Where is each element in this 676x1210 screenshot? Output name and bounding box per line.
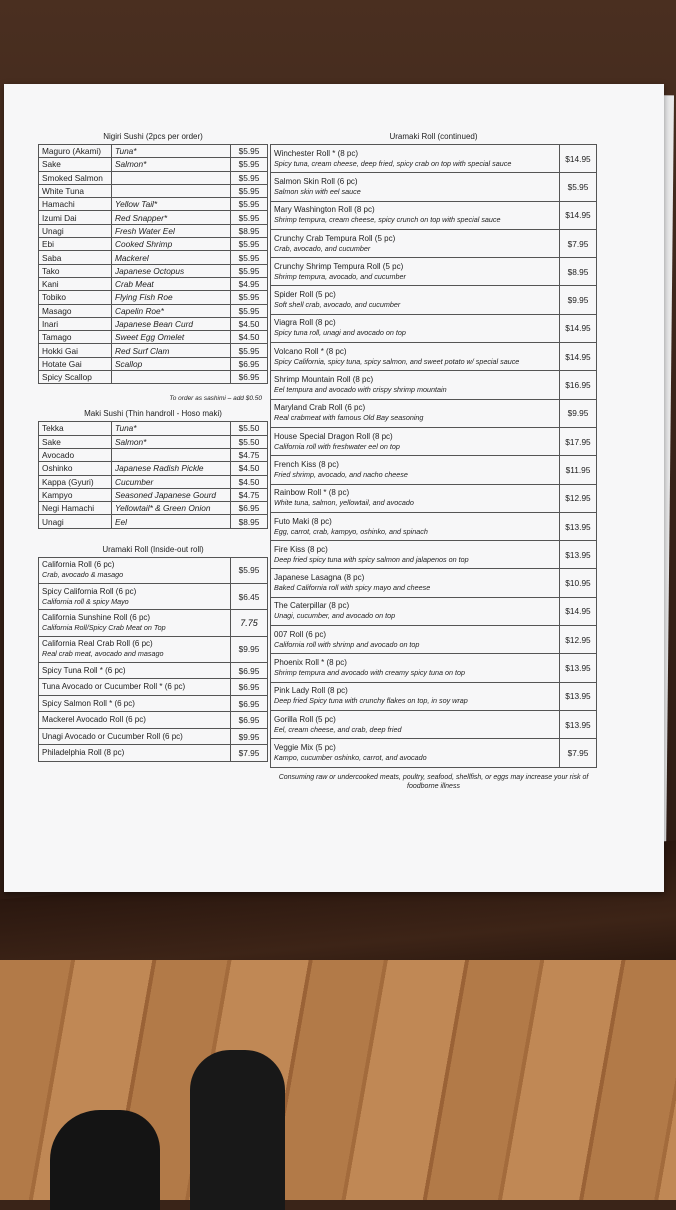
menu-row: [39, 238, 268, 251]
menu-row: [39, 344, 268, 357]
roll-name: Crunchy Crab Tempura Roll (5 pc): [274, 233, 396, 243]
menu-row: [39, 304, 268, 317]
roll-info: [271, 286, 560, 314]
roll-info: [271, 710, 560, 738]
item-english: [112, 184, 231, 197]
food-safety-note: Consuming raw or undercooked meats, poultry, seafood, shellfish, or eggs may increase your risk of foodborne illness: [278, 773, 589, 790]
menu-row: [39, 331, 268, 344]
roll-description: Spicy tuna, cream cheese, deep fried, spicy crab on top with special sauce: [274, 158, 512, 168]
roll-price: $5.95: [231, 557, 268, 583]
item-english: Eel: [112, 515, 231, 528]
roll-row: [271, 314, 597, 342]
roll-price: $7.95: [560, 739, 597, 767]
roll-row: [39, 636, 268, 662]
roll-row: [39, 679, 268, 696]
roll-price: $9.95: [560, 286, 597, 314]
item-english: Yellow Tail*: [112, 198, 231, 211]
roll-description: California roll with shrimp and avocado on top: [274, 639, 420, 649]
item-price: $4.75: [231, 488, 268, 501]
roll-description: Soft shell crab, avocado, and cucumber: [274, 300, 401, 310]
roll-description: Deep fried Spicy tuna with crunchy flakes on top, in soy wrap: [274, 696, 468, 706]
roll-price: $13.95: [560, 710, 597, 738]
roll-name: Spicy Salmon Roll * (6 pc): [42, 698, 135, 708]
roll-price: $6.95: [231, 712, 268, 729]
roll-info: [271, 258, 560, 286]
item-price: $4.50: [231, 462, 268, 475]
roll-name: Viagra Roll (8 pc): [274, 318, 336, 328]
roll-name: Japanese Lasagna (8 pc): [274, 573, 365, 583]
item-price: $5.95: [231, 158, 268, 171]
roll-row: [39, 728, 268, 745]
roll-row: [271, 343, 597, 371]
roll-price: $12.95: [560, 626, 597, 654]
roll-price: 7.75: [231, 610, 268, 636]
roll-info: [271, 371, 560, 399]
roll-price: $7.95: [560, 229, 597, 257]
menu-row: [39, 317, 268, 330]
roll-price: $11.95: [560, 456, 597, 484]
item-english: Japanese Radish Pickle: [112, 462, 231, 475]
item-name: Smoked Salmon: [39, 171, 112, 184]
roll-price: $7.95: [231, 745, 268, 762]
roll-price: $9.95: [560, 399, 597, 427]
item-english: Tuna*: [112, 422, 231, 435]
roll-price: $14.95: [560, 343, 597, 371]
item-name: Oshinko: [39, 462, 112, 475]
roll-description: Unagi, cucumber, and avocado on top: [274, 611, 396, 621]
roll-row: [271, 145, 597, 173]
item-price: $5.50: [231, 422, 268, 435]
roll-description: Shrimp tempura, avocado, and cucumber: [274, 271, 406, 281]
shoe-left: [50, 1110, 160, 1210]
roll-row: [39, 610, 268, 636]
roll-row: [271, 201, 597, 229]
uramaki-left-table: [38, 557, 268, 762]
roll-row: [271, 456, 597, 484]
roll-row: [271, 286, 597, 314]
menu-row: [39, 448, 268, 461]
roll-price: $12.95: [560, 484, 597, 512]
roll-info: [271, 682, 560, 710]
roll-description: Eel tempura and avocado with crispy shrimp mountain: [274, 385, 447, 395]
item-english: Capelin Roe*: [112, 304, 231, 317]
roll-row: [271, 710, 597, 738]
roll-name: Pink Lady Roll (8 pc): [274, 686, 348, 696]
item-name: Tako: [39, 264, 112, 277]
roll-info: [39, 679, 231, 696]
roll-description: Crab, avocado & masago: [42, 570, 124, 580]
roll-info: [39, 712, 231, 729]
roll-price: $13.95: [560, 654, 597, 682]
item-english: Salmon*: [112, 158, 231, 171]
roll-name: Tuna Avocado or Cucumber Roll * (6 pc): [42, 682, 186, 692]
item-price: $5.50: [231, 435, 268, 448]
item-english: Japanese Bean Curd: [112, 317, 231, 330]
roll-row: [271, 512, 597, 540]
item-price: $5.95: [231, 211, 268, 224]
roll-name: House Special Dragon Roll (8 pc): [274, 431, 393, 441]
item-price: $5.95: [231, 145, 268, 158]
roll-name: Gorilla Roll (5 pc): [274, 714, 336, 724]
menu-row: [39, 264, 268, 277]
item-price: $4.95: [231, 277, 268, 290]
roll-description: Spicy tuna roll, unagi and avocado on top: [274, 328, 406, 338]
roll-name: Spider Roll (5 pc): [274, 290, 336, 300]
roll-description: Fried shrimp, avocado, and nacho cheese: [274, 469, 408, 479]
roll-row: [39, 557, 268, 583]
item-name: Inari: [39, 317, 112, 330]
roll-price: $14.95: [560, 314, 597, 342]
roll-description: Real crab meat, avocado and masago: [42, 649, 164, 659]
item-name: Kappa (Gyuri): [39, 475, 112, 488]
roll-description: Shrimp tempura, cream cheese, spicy crunch on top with special sauce: [274, 215, 501, 225]
roll-row: [271, 739, 597, 767]
roll-row: [271, 258, 597, 286]
menu-row: [39, 145, 268, 158]
roll-price: $8.95: [560, 258, 597, 286]
item-english: Flying Fish Roe: [112, 291, 231, 304]
menu-row: [39, 184, 268, 197]
roll-price: $6.95: [231, 695, 268, 712]
roll-row: [39, 584, 268, 610]
roll-description: Shrimp tempura and avocado with creamy spicy tuna on top: [274, 667, 465, 677]
maki-title: Maki Sushi (Thin handroll - Hoso maki): [84, 409, 222, 419]
roll-name: Volcano Roll * (8 pc): [274, 346, 347, 356]
item-price: $5.95: [231, 251, 268, 264]
item-english: Sweet Egg Omelet: [112, 331, 231, 344]
menu-row: [39, 277, 268, 290]
roll-info: [39, 584, 231, 610]
roll-name: Mackerel Avocado Roll (6 pc): [42, 715, 146, 725]
item-english: Cucumber: [112, 475, 231, 488]
item-name: Avocado: [39, 448, 112, 461]
roll-row: [39, 695, 268, 712]
item-name: Saba: [39, 251, 112, 264]
roll-row: [271, 682, 597, 710]
roll-info: [271, 569, 560, 597]
roll-price: $13.95: [560, 512, 597, 540]
item-price: $5.95: [231, 238, 268, 251]
item-price: $5.95: [231, 344, 268, 357]
item-english: [112, 448, 231, 461]
roll-row: [271, 626, 597, 654]
item-name: Sake: [39, 158, 112, 171]
uramaki-right-table: [270, 144, 597, 768]
item-price: $6.95: [231, 371, 268, 384]
menu-sheet: [4, 84, 664, 892]
roll-info: [39, 636, 231, 662]
roll-name: Fire Kiss (8 pc): [274, 544, 328, 554]
menu-row: [39, 291, 268, 304]
roll-info: [39, 695, 231, 712]
roll-description: California roll with freshwater eel on top: [274, 441, 400, 451]
roll-info: [271, 399, 560, 427]
roll-info: [271, 173, 560, 201]
item-name: White Tuna: [39, 184, 112, 197]
roll-description: Spicy California, spicy tuna, spicy salmon, and sweet potato w/ special sauce: [274, 356, 520, 366]
roll-info: [39, 728, 231, 745]
roll-info: [271, 654, 560, 682]
roll-price: $16.95: [560, 371, 597, 399]
item-name: Unagi: [39, 515, 112, 528]
item-price: $8.95: [231, 515, 268, 528]
roll-price: $17.95: [560, 427, 597, 455]
roll-name: Spicy Tuna Roll * (6 pc): [42, 665, 126, 675]
roll-info: [271, 145, 560, 173]
item-name: Kani: [39, 277, 112, 290]
item-name: Tobiko: [39, 291, 112, 304]
roll-name: California Roll (6 pc): [42, 560, 115, 570]
item-price: $5.95: [231, 184, 268, 197]
roll-row: [39, 745, 268, 762]
roll-price: $14.95: [560, 597, 597, 625]
nigiri-table: [38, 144, 268, 384]
menu-row: [39, 357, 268, 370]
item-english: Fresh Water Eel: [112, 224, 231, 237]
roll-price: $6.95: [231, 679, 268, 696]
item-name: Unagi: [39, 224, 112, 237]
item-price: $4.50: [231, 331, 268, 344]
roll-description: Kampo, cucumber oshinko, carrot, and avocado: [274, 752, 427, 762]
roll-info: [271, 512, 560, 540]
item-english: [112, 171, 231, 184]
roll-price: $9.95: [231, 728, 268, 745]
left-column: [38, 130, 268, 762]
menu-row: [39, 198, 268, 211]
roll-description: Eel, cream cheese, and crab, deep fried: [274, 724, 402, 734]
roll-price: $14.95: [560, 145, 597, 173]
item-english: Red Surf Clam: [112, 344, 231, 357]
roll-name: Mary Washington Roll (8 pc): [274, 205, 375, 215]
roll-info: [271, 201, 560, 229]
roll-description: Crab, avocado, and cucumber: [274, 243, 371, 253]
roll-info: [39, 745, 231, 762]
roll-row: [39, 662, 268, 679]
roll-row: [271, 427, 597, 455]
item-name: Tekka: [39, 422, 112, 435]
roll-row: [271, 569, 597, 597]
roll-price: $13.95: [560, 541, 597, 569]
roll-description: California roll & spicy Mayo: [42, 596, 129, 606]
roll-name: French Kiss (8 pc): [274, 459, 339, 469]
roll-name: California Sunshine Roll (6 pc): [42, 612, 151, 622]
item-name: Masago: [39, 304, 112, 317]
roll-name: Unagi Avocado or Cucumber Roll (6 pc): [42, 731, 183, 741]
menu-row: [39, 435, 268, 448]
menu-row: [39, 515, 268, 528]
roll-name: 007 Roll (6 pc): [274, 629, 327, 639]
item-name: Maguro (Akami): [39, 145, 112, 158]
roll-description: White tuna, salmon, yellowtail, and avocado: [274, 498, 414, 508]
roll-name: California Real Crab Roll (6 pc): [42, 639, 153, 649]
item-price: $6.95: [231, 357, 268, 370]
roll-name: Veggie Mix (5 pc): [274, 742, 336, 752]
item-name: Hokki Gai: [39, 344, 112, 357]
roll-name: Philadelphia Roll (8 pc): [42, 748, 125, 758]
menu-row: [39, 251, 268, 264]
roll-name: Salmon Skin Roll (6 pc): [274, 176, 358, 186]
right-column: [270, 130, 597, 796]
item-name: Sake: [39, 435, 112, 448]
roll-name: Shrimp Mountain Roll (8 pc): [274, 375, 374, 385]
item-name: Spicy Scallop: [39, 371, 112, 384]
item-price: $4.75: [231, 448, 268, 461]
item-english: Scallop: [112, 357, 231, 370]
roll-name: Rainbow Roll * (8 pc): [274, 488, 350, 498]
roll-info: [271, 541, 560, 569]
item-price: $6.95: [231, 502, 268, 515]
uramaki-right-title: Uramaki Roll (continued): [389, 132, 478, 141]
item-english: Red Snapper*: [112, 211, 231, 224]
roll-price: $5.95: [560, 173, 597, 201]
item-name: Tamago: [39, 331, 112, 344]
roll-name: Spicy California Roll (6 pc): [42, 586, 137, 596]
roll-name: Crunchy Shrimp Tempura Roll (5 pc): [274, 261, 404, 271]
menu-row: [39, 171, 268, 184]
roll-price: $14.95: [560, 201, 597, 229]
sashimi-note: To order as sashimi – add $0.50: [169, 395, 262, 403]
item-english: Seasoned Japanese Gourd: [112, 488, 231, 501]
roll-info: [271, 229, 560, 257]
roll-info: [271, 343, 560, 371]
item-name: Kampyo: [39, 488, 112, 501]
roll-name: Phoenix Roll * (8 pc): [274, 657, 347, 667]
roll-info: [39, 662, 231, 679]
roll-row: [271, 173, 597, 201]
menu-row: [39, 158, 268, 171]
item-price: $5.95: [231, 198, 268, 211]
menu-row: [39, 502, 268, 515]
item-english: Tuna*: [112, 145, 231, 158]
roll-row: [271, 371, 597, 399]
item-name: Ebi: [39, 238, 112, 251]
item-english: Cooked Shrimp: [112, 238, 231, 251]
roll-info: [271, 597, 560, 625]
roll-info: [271, 456, 560, 484]
roll-row: [271, 541, 597, 569]
roll-price: $13.95: [560, 682, 597, 710]
roll-price: $10.95: [560, 569, 597, 597]
uramaki-left-title: Uramaki Roll (Inside-out roll): [102, 544, 204, 554]
roll-info: [271, 484, 560, 512]
item-name: Izumi Dai: [39, 211, 112, 224]
item-price: $5.95: [231, 264, 268, 277]
item-price: $5.95: [231, 171, 268, 184]
item-price: $5.95: [231, 304, 268, 317]
item-name: Hotate Gai: [39, 357, 112, 370]
menu-row: [39, 211, 268, 224]
roll-row: [271, 399, 597, 427]
roll-info: [271, 427, 560, 455]
menu-row: [39, 422, 268, 435]
roll-price: $9.95: [231, 636, 268, 662]
item-name: Negi Hamachi: [39, 502, 112, 515]
item-english: Yellowtail* & Green Onion: [112, 502, 231, 515]
item-price: $8.95: [231, 224, 268, 237]
item-english: Salmon*: [112, 435, 231, 448]
roll-description: Egg, carrot, crab, kampyo, oshinko, and spinach: [274, 526, 428, 536]
item-english: Mackerel: [112, 251, 231, 264]
roll-info: [271, 626, 560, 654]
item-name: Hamachi: [39, 198, 112, 211]
item-english: Japanese Octopus: [112, 264, 231, 277]
roll-info: [39, 557, 231, 583]
roll-info: [39, 610, 231, 636]
roll-description: Real crabmeat with famous Old Bay seasoning: [274, 413, 424, 423]
roll-info: [271, 739, 560, 767]
nigiri-title: Nigiri Sushi (2pcs per order): [103, 132, 203, 141]
roll-description: Deep fried spicy tuna with spicy salmon and jalapenos on top: [274, 554, 469, 564]
roll-row: [271, 484, 597, 512]
item-price: $4.50: [231, 475, 268, 488]
maki-table: [38, 421, 268, 528]
roll-info: [271, 314, 560, 342]
roll-row: [39, 712, 268, 729]
menu-row: [39, 475, 268, 488]
menu-row: [39, 371, 268, 384]
roll-name: Winchester Roll * (8 pc): [274, 148, 359, 158]
roll-description: California Roll/Spicy Crab Meat on Top: [42, 622, 166, 632]
roll-row: [271, 597, 597, 625]
roll-price: $6.95: [231, 662, 268, 679]
item-price: $4.50: [231, 317, 268, 330]
shoe-right: [190, 1050, 285, 1210]
roll-row: [271, 654, 597, 682]
menu-row: [39, 488, 268, 501]
menu-row: [39, 462, 268, 475]
roll-description: Baked California roll with spicy mayo and cheese: [274, 583, 431, 593]
roll-description: Salmon skin with eel sauce: [274, 186, 361, 196]
roll-name: Futo Maki (8 pc): [274, 516, 332, 526]
roll-price: $6.45: [231, 584, 268, 610]
item-english: [112, 371, 231, 384]
roll-name: The Caterpillar (8 pc): [274, 601, 350, 611]
item-price: $5.95: [231, 291, 268, 304]
menu-row: [39, 224, 268, 237]
item-english: Crab Meat: [112, 277, 231, 290]
roll-name: Maryland Crab Roll (6 pc): [274, 403, 366, 413]
roll-row: [271, 229, 597, 257]
